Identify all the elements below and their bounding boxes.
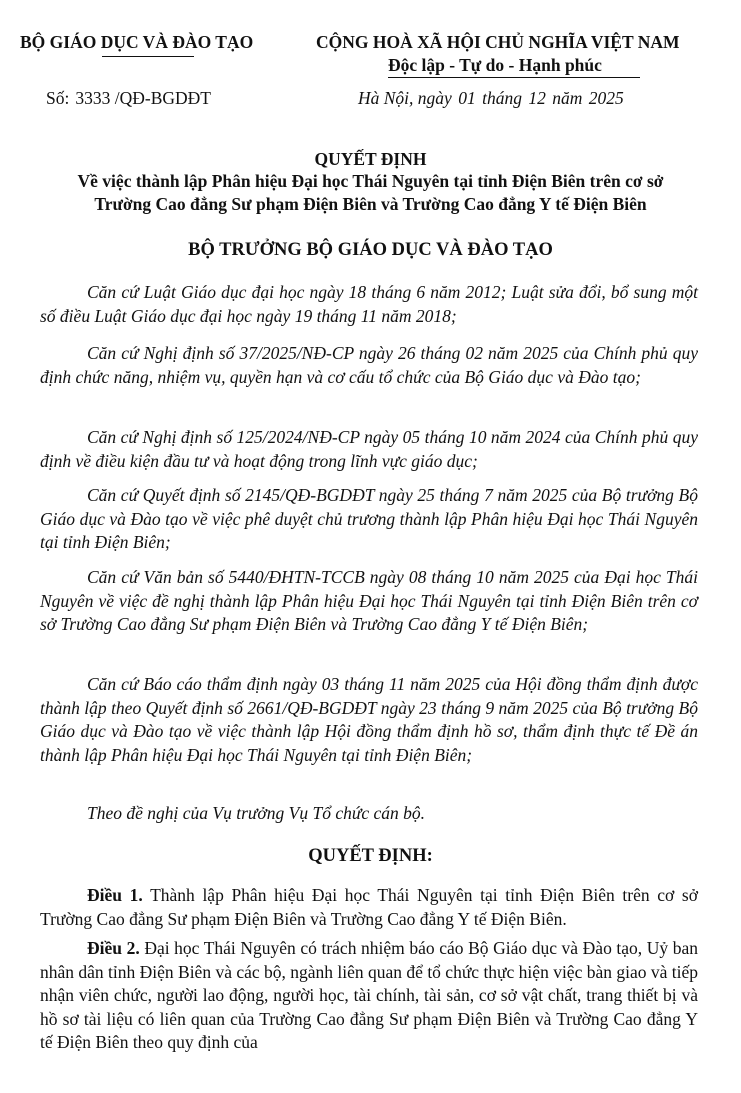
national-title: CỘNG HOÀ XÃ HỘI CHỦ NGHĨA VIỆT NAM	[316, 32, 680, 52]
issuing-authority: BỘ TRƯỞNG BỘ GIÁO DỤC VÀ ĐÀO TẠO	[188, 240, 553, 260]
preamble-proposal: Theo đề nghị của Vụ trưởng Vụ Tổ chức cán bộ.	[87, 803, 426, 823]
article-text: Đại học Thái Nguyên có trách nhiệm báo cáo Bộ Giáo dục và Đào tạo, Uỷ ban nhân dân tỉnh Điện Biên và các bộ, ngành liên quan để tổ chức thực hiện việc bàn giao và tiếp nhận viên chức, người lao động, người học, tài chính, tài sản, cơ sở vật chất, trang thiết bị và hồ sơ tài liệu có liên quan của Trường Cao đẳng Sư phạm Điện Biên và Trường Cao đẳng Y tế Điện Biên theo quy định của	[40, 938, 698, 1052]
document-type: QUYẾT ĐỊNH	[314, 149, 427, 169]
agency-underline	[102, 56, 194, 57]
preamble-clause: Căn cứ Nghị định số 37/2025/NĐ-CP ngày 26 tháng 02 năm 2025 của Chính phủ quy định chức năng, nhiệm vụ, quyền hạn và cơ cấu tổ chức của Bộ Giáo dục và Đào tạo;	[40, 343, 698, 387]
subject-line-1: Về việc thành lập Phân hiệu Đại học Thái Nguyên tại tỉnh Điện Biên trên cơ sở	[77, 171, 664, 191]
date-place: Hà Nội, ngày	[358, 88, 452, 108]
document-date	[358, 88, 626, 109]
subject-line-2: Trường Cao đẳng Sư phạm Điện Biên và Trường Cao đẳng Y tế Điện Biên	[94, 194, 647, 214]
date-year-label: năm	[552, 88, 583, 108]
date-month: 12	[528, 88, 546, 108]
issuing-agency: BỘ GIÁO DỤC VÀ ĐÀO TẠO	[20, 32, 254, 52]
article-2	[40, 937, 698, 1055]
number-label: Số:	[46, 88, 70, 108]
article-label: Điều 1.	[87, 885, 143, 905]
preamble-clause: Căn cứ Báo cáo thẩm định ngày 03 tháng 11 năm 2025 của Hội đồng thẩm định được thành lập theo Quyết định số 2661/QĐ-BGDĐT ngày 23 tháng 9 năm 2025 của Bộ trưởng Bộ Giáo dục và Đào tạo về việc thành lập Hội đồng thẩm định hồ sơ, thẩm định thực tế Đề án thành lập Phân hiệu Đại học Thái Nguyên tại tỉnh Điện Biên;	[40, 674, 698, 765]
document-number	[46, 88, 211, 109]
article-label: Điều 2.	[87, 938, 140, 958]
preamble-clause: Căn cứ Văn bản số 5440/ĐHTN-TCCB ngày 08 tháng 10 năm 2025 của Đại học Thái Nguyên về việc đề nghị thành lập Phân hiệu Đại học Thái Nguyên tại tỉnh Điện Biên trên cơ sở Trường Cao đẳng Sư phạm Điện Biên và Trường Cao đẳng Y tế Điện Biên;	[40, 567, 698, 634]
national-motto: Độc lập - Tự do - Hạnh phúc	[388, 55, 602, 75]
article-1	[40, 884, 698, 931]
preamble-clause: Căn cứ Luật Giáo dục đại học ngày 18 tháng 6 năm 2012; Luật sửa đổi, bổ sung một số điều Luật Giáo dục đại học ngày 19 tháng 11 năm 2018;	[40, 282, 698, 326]
date-year: 2025	[588, 88, 624, 108]
decision-heading: QUYẾT ĐỊNH:	[308, 846, 433, 866]
date-day: 01	[458, 88, 476, 108]
motto-underline	[388, 77, 640, 78]
article-text: Thành lập Phân hiệu Đại học Thái Nguyên tại tỉnh Điện Biên trên cơ sở Trường Cao đẳng Sư phạm Điện Biên và Trường Cao đẳng Y tế Điện Biên.	[40, 885, 698, 929]
date-month-label: tháng	[482, 88, 522, 108]
number-value: 3333 /QĐ-BGDĐT	[75, 88, 211, 108]
preamble-clause: Căn cứ Quyết định số 2145/QĐ-BGDĐT ngày 25 tháng 7 năm 2025 của Bộ trưởng Bộ Giáo dục và Đào tạo về việc phê duyệt chủ trương thành lập Phân hiệu Đại học Thái Nguyên tại tỉnh Điện Biên;	[40, 485, 698, 552]
preamble-clause: Căn cứ Nghị định số 125/2024/NĐ-CP ngày 05 tháng 10 năm 2024 của Chính phủ quy định về điều kiện đầu tư và hoạt động trong lĩnh vực giáo dục;	[40, 427, 698, 471]
